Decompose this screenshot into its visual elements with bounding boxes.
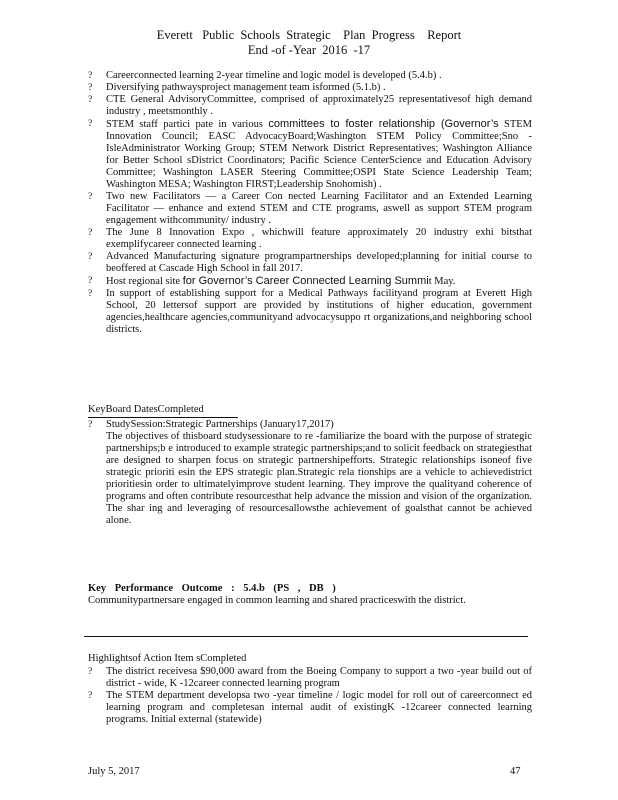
bullet-glyph: ? (88, 83, 93, 93)
page-number: 47 (510, 766, 521, 777)
bullet-text: STEM staff partici pate in various (106, 119, 269, 130)
bullet-item (88, 70, 532, 82)
bullet-glyph: ? (88, 71, 93, 81)
bullet-glyph: ? (88, 252, 93, 262)
bullet-item (88, 288, 532, 336)
bullet-text-sans: committees to foster relationship (Governor’s (268, 118, 499, 130)
bullet-text: Careerconnected learning 2-year timeline and logic model is developed (5.4.b) . (106, 70, 442, 81)
bullet-text: Host regional site (106, 276, 183, 287)
bullet-text-cont: STEM Innovation Council; EASC AdvocacyBoard;Washington STEM Policy Committee;Sno - IsleAdministrator Working Group; STEM Network District Representatives; Washington Alliance for Better School sDistrict Coordinators; Pacific Science CenterScience and Education Advisory Committee; Washington LASER Steering Committee;OSPI State Science Leadership Team; Washington MESA; Washington FIRST;Leadership Snohomish) . (106, 119, 532, 190)
report-title-line1: Everett Public Schools Strategic Plan Progress Report (156, 28, 462, 42)
progress-bullet-list (88, 70, 532, 336)
study-session-body: The objectives of thisboard studysessionare to re -familiarize the board with the purpose of strategic partnerships;b e introduced to example strategic partnerships;and to solicit feedback on strategiesthat are designed to sharpen focus on strategic partnershipefforts. Strategic relationships isoneof five strategic prioriti esin the EPS strategic plan.Strategic rela tionships are a vehicle to achievedistrict prioritiesin order to ultimatelyimprove student learning. They improve the qualityand coherence of programs and often contribute resourcesthat help advance the mission and vision of the organization. The shar ing and leveraging of resourcesallowsthe achievement of goalsthat cannot be achieved alone. (106, 431, 532, 526)
bullet-item (88, 227, 532, 251)
bullet-item (88, 191, 532, 227)
bullet-item (88, 251, 532, 275)
bullet-text: Two new Facilitators — a Career Con nected Learning Facilitator and an Extended Learning Facilitator — enhance and extend STEM and CTE programs, aswell as support STEM program engagement withcommunity/ industry . (106, 191, 532, 226)
bullet-item (88, 275, 532, 288)
kpo-body: Communitypartnersare engaged in common learning and shared practiceswith the district. (88, 595, 466, 606)
footer-date: July 5, 2017 (88, 766, 140, 777)
highlight-item (88, 690, 532, 726)
bullet-glyph: ? (88, 691, 93, 701)
bullet-item (88, 118, 532, 191)
highlight-text: The STEM department developsa two -year timeline / logic model for roll out of careerconnect ed learning program and completesan internal audit of existingK -12career connected learning programs. Initial external (statewide) (106, 690, 532, 725)
bullet-text: In support of establishing support for a Medical Pathways facilityand program at Everett High School, 20 lettersof support are provided by institutions of higher education, government agencies,healthcare agencies,communityand advocacysuppo rt organizations,and neighboring school districts. (106, 288, 532, 335)
bullet-glyph: ? (88, 667, 93, 677)
key-performance-outcome (88, 583, 532, 607)
bullet-glyph: ? (88, 420, 93, 430)
bullet-glyph: ? (88, 289, 93, 299)
highlight-item (88, 666, 532, 690)
bullet-text: CTE General AdvisoryCommittee, comprised of approximately25 representativesof high demand industry , meetsmonthly . (106, 94, 532, 117)
bullet-text: The June 8 Innovation Expo , whichwill feature approximately 20 industry exhi bitsthat exemplifycareer connected learning . (106, 227, 532, 250)
bullet-glyph: ? (88, 119, 93, 129)
kpo-label: Key Performance Outcome : 5.4.b (PS , DB ) (88, 583, 336, 594)
report-title-line2: End -of -Year 2016 -17 (247, 43, 371, 57)
bullet-glyph: ? (88, 192, 93, 202)
key-board-dates-section (88, 419, 532, 527)
bullet-text: Diversifying pathwaysproject management team isformed (5.1.b) . (106, 82, 386, 93)
bullet-text-sans: for Governor’s Career Connected Learning Summi (182, 275, 429, 287)
highlight-text: The district receivesa $90,000 award from the Boeing Company to support a two -year build out of district - wide, K -12career connected learning program (106, 666, 532, 689)
bullet-glyph: ? (88, 228, 93, 238)
key-board-dates-heading: KeyBoard DatesCompleted (88, 404, 238, 418)
bullet-item (88, 82, 532, 94)
bullet-glyph: ? (88, 95, 93, 105)
study-session-item (88, 419, 532, 431)
section-divider (84, 636, 528, 637)
bullet-text: Advanced Manufacturing signature programpartnerships developed;planning for initial course to beoffered at Cascade High School in fall 2017. (106, 251, 532, 274)
highlights-heading: Highlightsof Action Item sCompleted (88, 653, 247, 664)
bullet-text-cont: t May. (428, 276, 456, 287)
report-title (0, 28, 618, 58)
study-session-title: StudySession:Strategic Partnerships (January17,2017) (106, 419, 334, 430)
bullet-glyph: ? (88, 276, 93, 286)
bullet-item (88, 94, 532, 118)
highlights-list (88, 666, 532, 726)
